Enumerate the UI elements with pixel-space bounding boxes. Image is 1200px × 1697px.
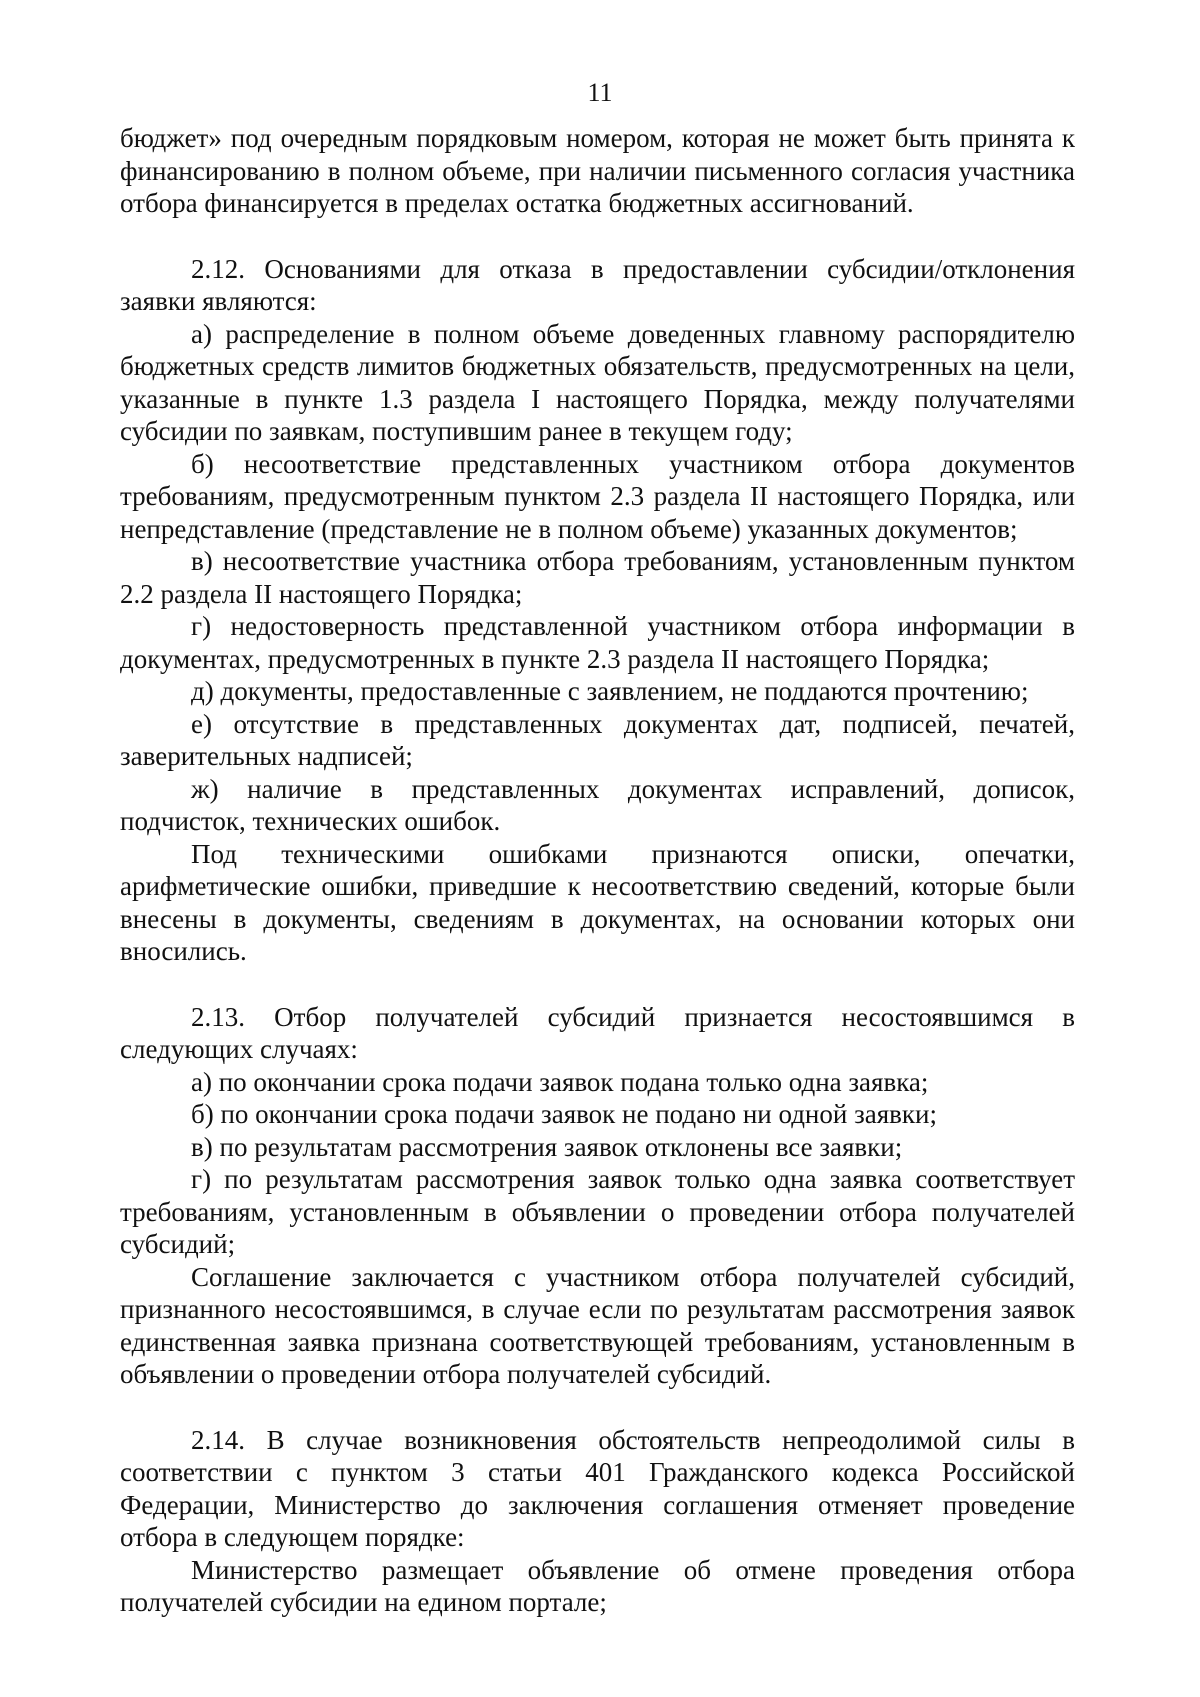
clause-2-13-item-b: б) по окончании срока подачи заявок не подано ни одной заявки; (191, 1099, 937, 1129)
clause-2-12-item-e: е) отсутствие в представленных документах дат, подписей, печатей, заверительных надписей; (120, 708, 1075, 771)
clause-2-13-item-g: г) по результатам рассмотрения заявок только одна заявка соответствует требованиям, установленным в объявлении о проведении отбора получателей субсидий; (120, 1164, 1075, 1259)
technical-errors-definition: Под техническими ошибками признаются описки, опечатки, арифметические ошибки, приведшие к несоответствию сведений, которые были внесены в документы, сведениям в документах, на основании которых они вносились. (120, 838, 1075, 966)
page-number: 11 (587, 78, 613, 107)
clause-2-12-item-v: в) несоответствие участника отбора требованиям, установленным пунктом 2.2 раздела II настоящего Порядка; (120, 546, 1075, 609)
ministry-cancellation-paragraph: Министерство размещает объявление об отмене проведения отбора получателей субсидии на едином портале; (120, 1554, 1075, 1617)
agreement-paragraph: Соглашение заключается с участником отбора получателей субсидий, признанного несостоявшимся, в случае если по результатам рассмотрения заявок единственная заявка признана соответствующей требованиям, установленным в объявлении о проведении отбора получателей субсидий. (120, 1261, 1075, 1389)
clause-2-13-item-a: а) по окончании срока подачи заявок подана только одна заявка; (191, 1066, 929, 1097)
paragraph-continuation: бюджет» под очередным порядковым номером, которая не может быть принята к финансированию в полном объеме, при наличии письменного согласия участника отбора финансируется в пределах остатка бюджетных ассигнований. (120, 123, 1075, 218)
section-gap (120, 220, 1075, 253)
clause-2-12-item-a: а) распределение в полном объеме доведенных главному распорядителю бюджетных средств лимитов бюджетных обязательств, предусмотренных на цели, указанные в пункте 1.3 раздела I настоящего Порядка, между получателями субсидии по заявкам, поступившим ранее в текущем году; (120, 318, 1075, 446)
document-body (120, 122, 1075, 1619)
section-gap (120, 968, 1075, 1001)
clause-2-13-item-v: в) по результатам рассмотрения заявок отклонены все заявки; (191, 1131, 903, 1162)
clause-2-13-heading: 2.13. Отбор получателей субсидий признается несостоявшимся в следующих случаях: (120, 1001, 1075, 1064)
clause-2-12-item-g: г) недостоверность представленной участником отбора информации в документах, предусмотренных в пункте 2.3 раздела II настоящего Порядка; (120, 611, 1075, 674)
clause-2-12-item-b: б) несоответствие представленных участником отбора документов требованиям, предусмотренным пунктом 2.3 раздела II настоящего Порядка, или непредставление (представление не в полном объеме) указанных документов; (120, 448, 1075, 544)
clause-2-12-heading: 2.12. Основаниями для отказа в предоставлении субсидии/отклонения заявки являются: (120, 253, 1075, 316)
clause-2-14-heading: 2.14. В случае возникновения обстоятельств непреодолимой силы в соответствии с пунктом 3 статьи 401 Гражданского кодекса Российской Федерации, Министерство до заключения соглашения отменяет проведение отбора в следующем порядке: (120, 1424, 1075, 1552)
clause-2-12-item-d: д) документы, предоставленные с заявлением, не поддаются прочтению; (191, 676, 1029, 706)
clause-2-12-item-zh: ж) наличие в представленных документах исправлений, дописок, подчисток, технических ошибок. (120, 773, 1075, 836)
section-gap (120, 1391, 1075, 1424)
